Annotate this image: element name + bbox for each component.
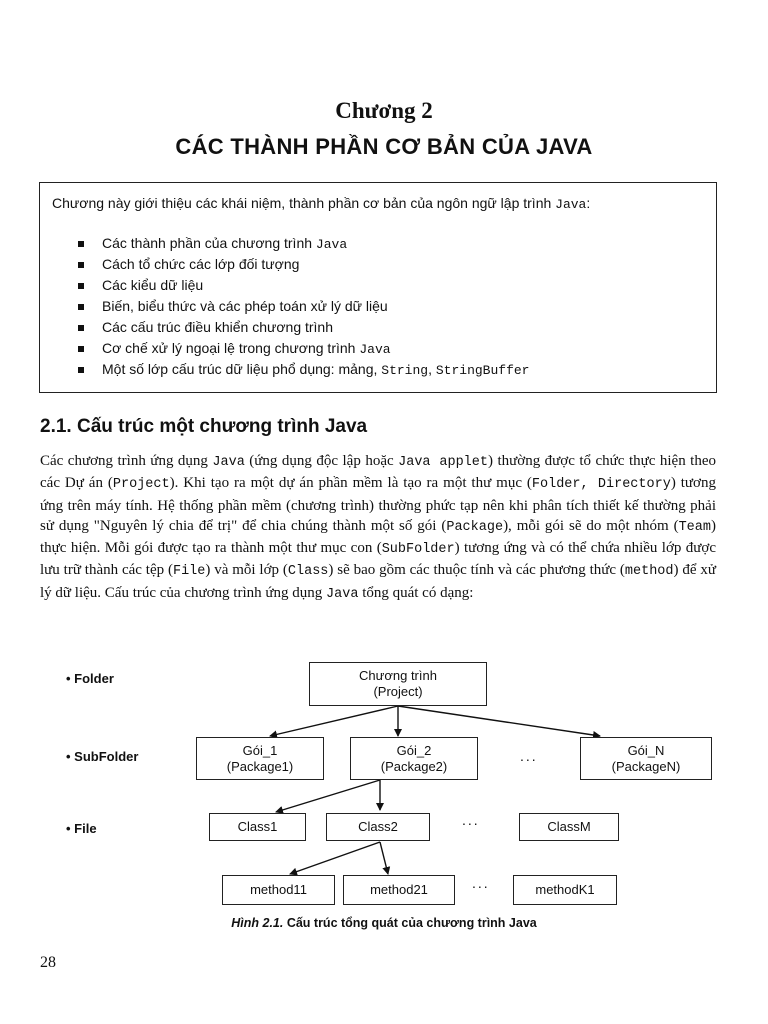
item-code: StringBuffer	[435, 363, 530, 378]
body-code: Project	[112, 477, 170, 493]
node-method-21	[343, 875, 455, 905]
chapter-title: CÁC THÀNH PHẦN CƠ BẢN CỦA JAVA	[175, 134, 593, 159]
intro-text-end: :	[586, 195, 591, 211]
item-code: String	[381, 363, 429, 378]
body-code: Java	[212, 455, 245, 470]
node-sublabel: (PackageN)	[611, 758, 681, 774]
item-text: Một số lớp cấu trúc dữ liệu phổ dụng: mảng,	[102, 361, 382, 377]
connector-root-packagen	[398, 706, 600, 736]
node-sublabel: (Package1)	[226, 758, 294, 774]
body-text: tổng quát có dạng:	[358, 584, 474, 601]
node-class-2	[326, 813, 430, 841]
node-sublabel: (Project)	[373, 684, 423, 699]
intro-text-main: Chương này giới thiệu các khái niệm, thành phần cơ bản của ngôn ngữ lập trình	[52, 195, 556, 211]
node-class-1	[209, 813, 306, 841]
item-text: Biến, biểu thức và các phép toán xử lý dữ liệu	[102, 298, 388, 314]
level-label-file: • File	[66, 821, 97, 836]
connector-class2-method11	[290, 842, 380, 874]
body-code: SubFolder	[381, 542, 455, 558]
node-label: Gói_2	[396, 742, 432, 758]
body-code: Folder, Directory	[531, 477, 671, 493]
body-text: ) tương ứng và có thể chứa nhiều lớp được lưu trữ thành các tệp (	[40, 540, 716, 579]
section-heading: 2.1. Cấu trúc một chương trình Java	[40, 416, 368, 437]
connector-class2-method21	[380, 842, 388, 874]
node-label: Class2	[358, 819, 398, 834]
body-code: method	[624, 564, 674, 580]
node-package-2	[350, 737, 478, 780]
body-text: ) thường được tổ chức thực hiện theo các Dự án (	[40, 453, 717, 492]
body-text: ). Khi tạo ra một dự án phần mềm là tạo ra một thư mục (	[169, 475, 532, 492]
body-text: ) tương ứng trên máy tính. Hệ thống phần mềm (chương trình) thường phức tạp nên khi phân tích thiết kế thường phải sử dụng "Nguyên lý chia để trị" để chia chúng thành một số gói (	[40, 475, 716, 534]
node-label: methodK1	[535, 882, 595, 897]
level-label-subfolder: • SubFolder	[66, 749, 139, 764]
item-text: Các kiểu dữ liệu	[102, 277, 204, 293]
body-code: Package	[446, 519, 504, 535]
item-text: Cơ chế xử lý ngoại lệ trong chương trình	[102, 340, 360, 356]
item-text: Các cấu trúc điều khiển chương trình	[102, 319, 334, 335]
connector-package2-class1	[276, 780, 380, 812]
node-method-11	[222, 875, 335, 905]
body-text: (ứng dụng độc lập hoặc	[244, 453, 399, 469]
figure-caption-text: Cấu trúc tổng quát của chương trình Java	[283, 916, 537, 930]
node-root-project	[309, 662, 487, 706]
ellipsis-classes: ...	[462, 812, 480, 828]
body-text: ) và mỗi lớp (	[205, 562, 288, 579]
node-label: Chương trình	[359, 668, 437, 683]
node-sublabel: (Package2)	[380, 758, 448, 774]
body-code: Java	[326, 586, 359, 602]
body-code: Class	[287, 564, 329, 580]
body-code: Team	[678, 519, 711, 535]
figure-number: Hình 2.1.	[231, 916, 284, 930]
body-text: ) để xử lý dữ liệu. Cấu trúc của chương trình ứng dụng	[40, 562, 716, 601]
node-method-k1	[513, 875, 617, 905]
node-label: method11	[250, 882, 307, 897]
connector-root-package1	[270, 706, 398, 736]
body-text: ), mỗi gói sẽ do một nhóm (	[503, 517, 679, 534]
page-number: 28	[40, 954, 56, 971]
node-package-1	[196, 737, 324, 780]
item-text: Các thành phần của chương trình	[102, 235, 316, 251]
body-text: ) sẽ bao gồm các thuộc tính và các phương thức (	[328, 562, 625, 579]
body-code: File	[172, 564, 206, 580]
body-text: ) thực hiện. Mỗi gói được tạo ra thành một thư mục con (	[40, 517, 716, 557]
node-package-n	[580, 737, 712, 780]
ellipsis-packages: ...	[520, 748, 538, 764]
node-class-m	[519, 813, 619, 841]
node-label: ClassM	[547, 819, 591, 834]
item-text: Cách tổ chức các lớp đối tượng	[102, 256, 300, 272]
level-label-folder: • Folder	[66, 671, 114, 686]
item-code: Java	[359, 342, 391, 357]
node-label: Gói_1	[242, 742, 278, 758]
intro-text-code: Java	[555, 197, 587, 212]
node-label: method21	[370, 882, 428, 897]
body-code: Java applet	[398, 455, 488, 470]
chapter-number: Chương 2	[335, 98, 433, 123]
node-label: Class1	[237, 819, 278, 834]
item-text: ,	[428, 361, 436, 377]
figure-caption	[0, 916, 768, 930]
item-code: Java	[315, 237, 348, 252]
body-text: Các chương trình ứng dụng	[40, 453, 213, 469]
ellipsis-methods: ...	[472, 875, 490, 891]
node-label: Gói_N	[627, 742, 665, 758]
